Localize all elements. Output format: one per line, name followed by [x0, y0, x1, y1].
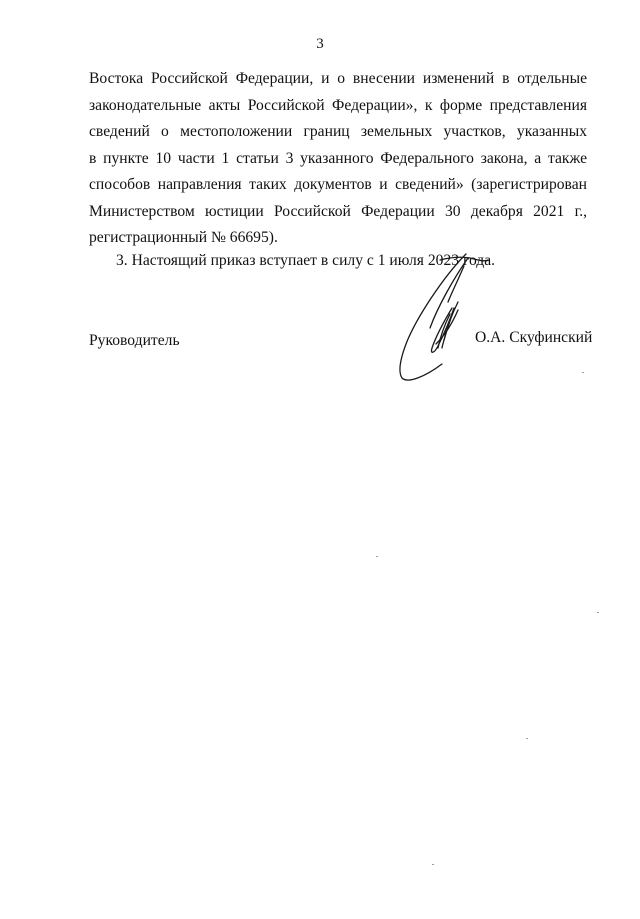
scan-speck [582, 372, 584, 373]
signatory-name: О.А. Скуфинский [475, 329, 593, 346]
paragraph-line: сведений о местоположении границ земельных участков, указанных [89, 123, 587, 140]
scan-speck [376, 556, 378, 557]
paragraph-continuation [89, 66, 587, 252]
paragraph-line: законодательные акты Российской Федерации», к форме представления [89, 96, 587, 114]
scan-speck [432, 864, 434, 865]
scan-speck [526, 738, 528, 739]
scan-speck [597, 612, 599, 613]
handwritten-signature [392, 248, 502, 384]
clause-3-effective-date: 3. Настоящий приказ вступает в силу с 1 июля 2023 года. [116, 252, 496, 269]
paragraph-line: Востока Российской Федерации, и о внесении изменений в отдельные [89, 70, 587, 87]
page-number: 3 [316, 36, 324, 52]
paragraph-line: Министерством юстиции Российской Федерации 30 декабря 2021 г., [89, 202, 587, 220]
paragraph-line: регистрационный № 66695). [89, 229, 278, 246]
paragraph-line: способов направления таких документов и сведений» (зарегистрирован [89, 176, 587, 193]
paragraph-line: в пункте 10 части 1 статьи 3 указанного Федерального закона, а также [89, 149, 587, 167]
signatory-title: Руководитель [89, 332, 180, 349]
